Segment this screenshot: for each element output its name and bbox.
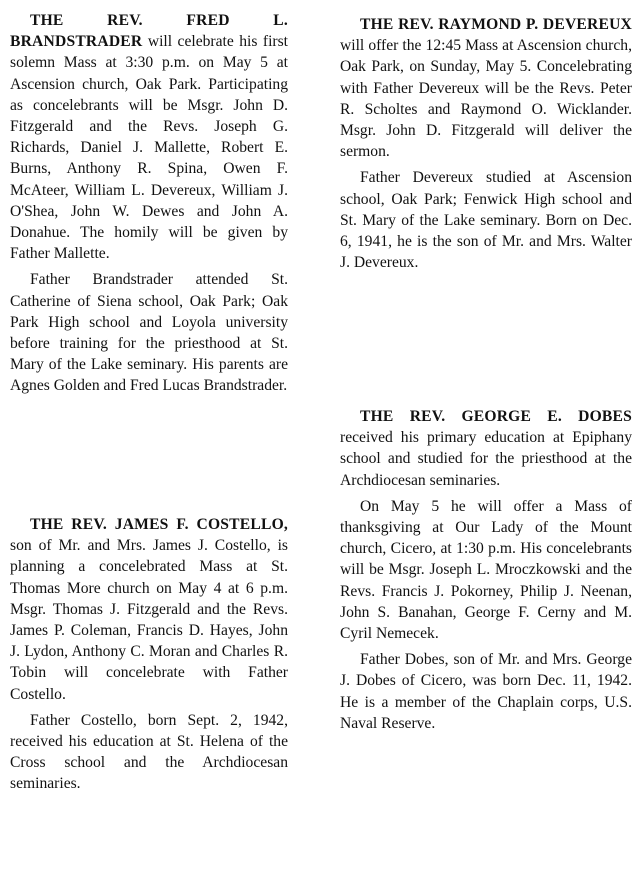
article-brandstrader-headline: THE REV. FRED L. BRANDSTRADER (10, 12, 288, 51)
article-brandstrader-body: will celebrate his first solemn Mass at 3:30 p.m. on May 5 at Ascension church, Oak Park. Participating as concelebrants will be Msgr. John D. Fitzgerald and the Revs. Joseph G. Richards, Daniel J. Mallette, Robert E. Burns, Anthony R. Spina, Owen F. McAteer, William L. Devereux, William J. O'Shea, John W. Dewes and John A. Donahue. The homily will be given by Father Mallette. (10, 33, 288, 263)
article-dobes-paragraph-1 (340, 406, 632, 491)
article-devereux (340, 14, 632, 273)
article-devereux-body: will offer the 12:45 Mass at Ascension church, Oak Park, on Sunday, May 5. Concelebrating with Father Devereux will be the Revs. Peter R. Scholtes and Raymond O. Wicklander. Msgr. John D. Fitzgerald will deliver the sermon. (340, 37, 632, 161)
article-devereux-headline: THE REV. RAYMOND P. DEVEREUX (360, 16, 632, 33)
article-dobes-paragraph-2: On May 5 he will offer a Mass of thanksgiving at Our Lady of the Mount church, Cicero, at 1:30 p.m. His concelebrants will be Msgr. Joseph L. Mroczkowski and the Revs. Francis J. Pokorney, Philip J. Neenan, John S. Banahan, George F. Cerny and M. Cyril Nemecek. (340, 497, 632, 643)
article-devereux-paragraph-1 (340, 14, 632, 162)
article-costello-paragraph-2: Father Costello, born Sept. 2, 1942, received his education at St. Helena of the Cross school and the Archdiocesan seminaries. (10, 711, 288, 793)
article-dobes-paragraph-3: Father Dobes, son of Mr. and Mrs. George J. Dobes of Cicero, was born Dec. 11, 1942. He is a member of the Chaplain corps, U.S. Naval Reserve. (340, 651, 632, 732)
article-dobes (340, 406, 632, 734)
article-dobes-body: received his primary education at Epiphany school and studied for the priesthood at the Archdiocesan seminaries. (340, 429, 632, 489)
article-costello (10, 514, 288, 795)
article-brandstrader (10, 10, 288, 397)
article-devereux-paragraph-2: Father Devereux studied at Ascension school, Oak Park; Fenwick High school and St. Mary of the Lake seminary. Born on Dec. 6, 1941, he is the son of Mr. and Mrs. Walter J. Devereux. (340, 169, 632, 272)
article-brandstrader-paragraph-1 (10, 10, 288, 264)
article-costello-paragraph-1 (10, 514, 288, 705)
article-brandstrader-paragraph-2: Father Brandstrader attended St. Catherine of Siena school, Oak Park; Oak Park High school and Loyola university before training for the priesthood at St. Mary of the Lake seminary. His parents are Agnes Golden and Fred Lucas Brandstrader. (10, 271, 288, 395)
article-dobes-headline: THE REV. GEORGE E. DOBES (360, 408, 632, 425)
article-costello-body: son of Mr. and Mrs. James J. Costello, is planning a concelebrated Mass at St. Thomas More church on May 4 at 6 p.m. Msgr. Thomas J. Fitzgerald and the Revs. James P. Coleman, Francis D. Hayes, John J. Lydon, Anthony C. Moran and Charles R. Tobin will concelebrate with Father Costello. (10, 537, 288, 703)
article-costello-headline: THE REV. JAMES F. COSTELLO, (30, 516, 288, 533)
